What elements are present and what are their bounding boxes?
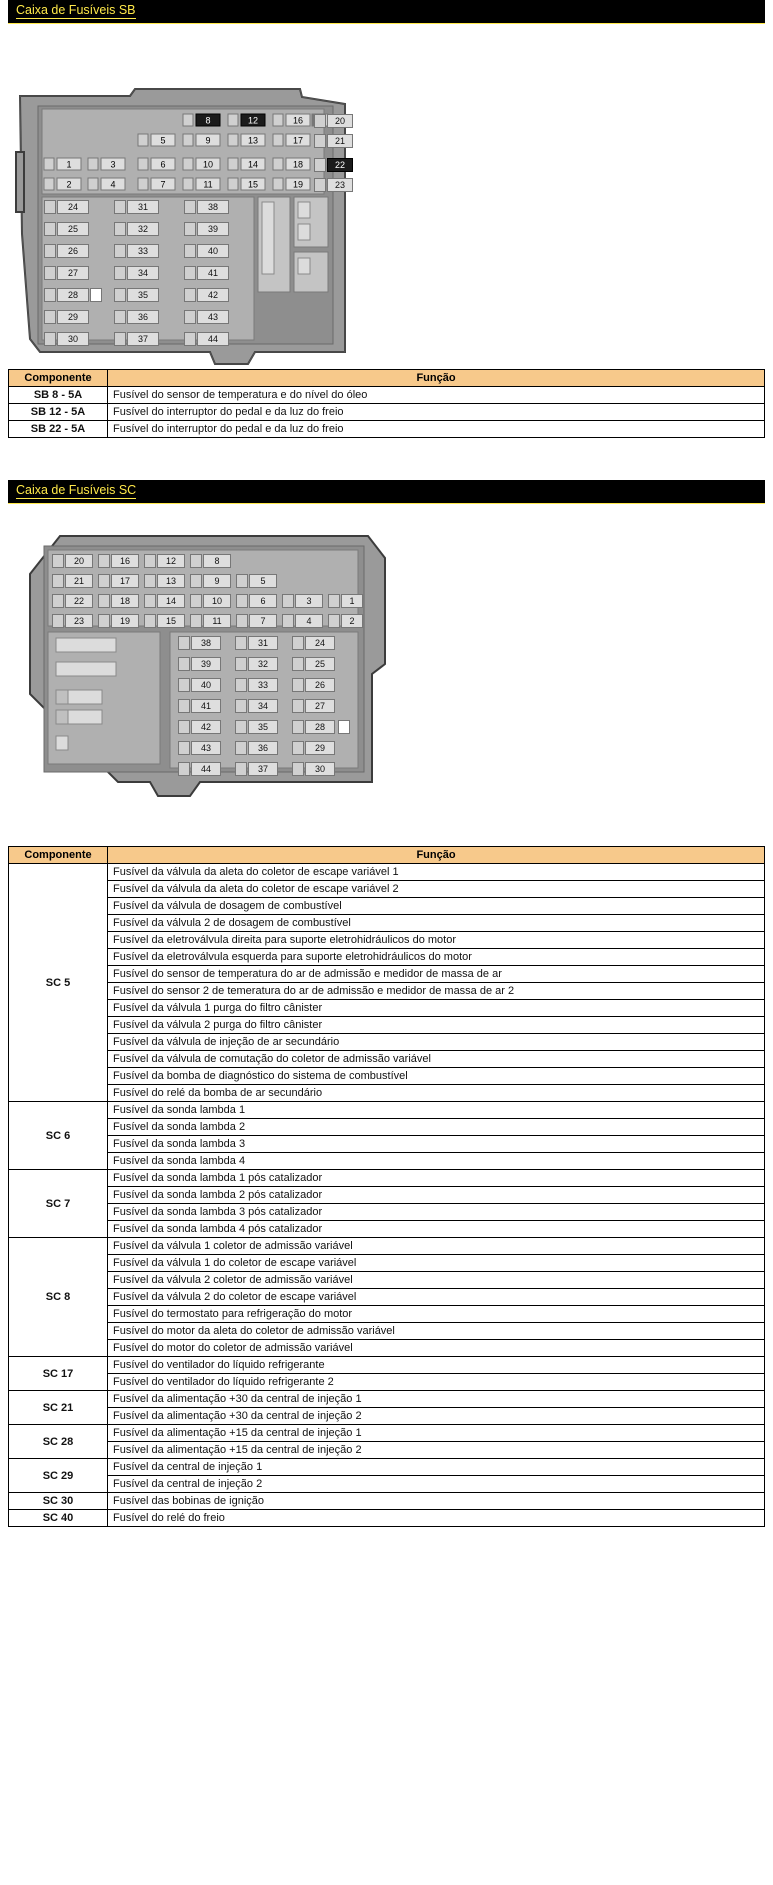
table-row [9, 1442, 765, 1459]
table-sb-fn: Fusível do interruptor do pedal e da luz do freio [108, 404, 765, 421]
table-row [9, 1119, 765, 1136]
table-sc-fn: Fusível da sonda lambda 3 pós catalizador [108, 1204, 765, 1221]
table-sc-fn: Fusível da alimentação +30 da central de injeção 2 [108, 1408, 765, 1425]
svg-text:16: 16 [292, 115, 304, 126]
table-row [9, 1476, 765, 1493]
table-sc-fn: Fusível da válvula 2 de dosagem de combustível [108, 915, 765, 932]
table-sc-fn: Fusível das bobinas de ignição [108, 1493, 765, 1510]
table-sb-fn: Fusível do sensor de temperatura e do nível do óleo [108, 387, 765, 404]
table-row [9, 949, 765, 966]
table-sc-fn: Fusível do motor do coletor de admissão variável [108, 1340, 765, 1357]
table-sc-fn: Fusível da bomba de diagnóstico do sistema de combustível [108, 1068, 765, 1085]
sc-bottom-grid: 38 39 40 41 42 43 44 31 32 33 34 35 36 37 24 25 26 27 28 29 30 [178, 636, 368, 766]
table-sc-comp: SC 8 [9, 1238, 108, 1357]
fusebox-diagram-sc [0, 514, 773, 824]
table-row [9, 1136, 765, 1153]
table-sc-body [9, 864, 765, 1527]
table-row [9, 1102, 765, 1119]
table-sc-fn: Fusível da sonda lambda 1 pós catalizador [108, 1170, 765, 1187]
table-sc-fn: Fusível do termostato para refrigeração do motor [108, 1306, 765, 1323]
table-row [9, 1085, 765, 1102]
table-row [9, 1306, 765, 1323]
table-row [9, 1391, 765, 1408]
table-sb-header-componente: Componente [9, 370, 108, 387]
table-sc-fn: Fusível da válvula 2 purga do filtro cânister [108, 1017, 765, 1034]
table-sc-comp: SC 30 [9, 1493, 108, 1510]
svg-text:14: 14 [247, 159, 259, 170]
table-sc-comp: SC 40 [9, 1510, 108, 1527]
table-sc-fn: Fusível do ventilador do líquido refrigerante 2 [108, 1374, 765, 1391]
svg-text:9: 9 [205, 135, 211, 146]
svg-text:15: 15 [247, 179, 259, 190]
table-row [9, 983, 765, 1000]
table-row [9, 898, 765, 915]
table-row [9, 1204, 765, 1221]
sb-right-column: 20 21 22 23 [310, 114, 360, 194]
table-sc-fn: Fusível do ventilador do líquido refrigerante [108, 1357, 765, 1374]
table-sc-comp: SC 28 [9, 1425, 108, 1459]
table-row [9, 1374, 765, 1391]
svg-text:8: 8 [205, 115, 211, 126]
svg-text:13: 13 [247, 135, 259, 146]
table-sc-comp: SC 6 [9, 1102, 108, 1170]
svg-text:3: 3 [110, 159, 116, 170]
table-sb-fn: Fusível do interruptor do pedal e da luz do freio [108, 421, 765, 438]
table-row [9, 1221, 765, 1238]
table-sc-comp: SC 5 [9, 864, 108, 1102]
table-sc-header-funcao: Função [108, 847, 765, 864]
table-row [9, 1289, 765, 1306]
table-sc-fn: Fusível da sonda lambda 3 [108, 1136, 765, 1153]
table-row [9, 1425, 765, 1442]
table-row [9, 1017, 765, 1034]
sb-bottom-grid: 24 25 26 27 28 29 30 31 32 33 34 35 36 37 38 39 40 41 42 43 44 [44, 200, 259, 340]
table-sc-fn: Fusível da alimentação +15 da central de injeção 2 [108, 1442, 765, 1459]
table-sb-header-funcao: Função [108, 370, 765, 387]
table-row [9, 1034, 765, 1051]
table-row [9, 421, 765, 438]
table-sc-fn: Fusível da válvula de injeção de ar secundário [108, 1034, 765, 1051]
table-row [9, 1170, 765, 1187]
table-sc-fn: Fusível da sonda lambda 1 [108, 1102, 765, 1119]
section-title-sc [8, 480, 765, 504]
svg-text:4: 4 [110, 179, 116, 190]
table-sc-fn: Fusível da válvula 2 coletor de admissão variável [108, 1272, 765, 1289]
table-row [9, 1187, 765, 1204]
svg-text:10: 10 [202, 159, 214, 170]
table-sb-comp: SB 22 - 5A [9, 421, 108, 438]
svg-text:2: 2 [66, 179, 72, 190]
table-sc-fn: Fusível do sensor de temperatura do ar de admissão e medidor de massa de ar [108, 966, 765, 983]
table-sc-fn: Fusível da alimentação +30 da central de injeção 1 [108, 1391, 765, 1408]
table-sc-fn: Fusível do motor da aleta do coletor de admissão variável [108, 1323, 765, 1340]
table-row [9, 1510, 765, 1527]
table-row [9, 1051, 765, 1068]
table-row [9, 1272, 765, 1289]
table-sc-fn: Fusível da sonda lambda 4 pós catalizador [108, 1221, 765, 1238]
table-sc-fn: Fusível da central de injeção 2 [108, 1476, 765, 1493]
table-row [9, 1408, 765, 1425]
svg-text:6: 6 [160, 159, 166, 170]
table-sc-fn: Fusível da eletroválvula esquerda para suporte eletrohidráulicos do motor [108, 949, 765, 966]
table-row [9, 881, 765, 898]
table-sc-fn: Fusível da válvula 1 do coletor de escape variável [108, 1255, 765, 1272]
table-sb-comp: SB 12 - 5A [9, 404, 108, 421]
sc-top-grid: 20 16 12 8 21 17 13 9 5 22 18 14 10 6 3 1 23 19 15 11 7 4 2 [52, 554, 362, 626]
svg-text:19: 19 [292, 179, 304, 190]
table-sc-fn: Fusível da válvula de dosagem de combustível [108, 898, 765, 915]
table-sc-fn: Fusível da válvula 1 coletor de admissão variável [108, 1238, 765, 1255]
table-sc-comp: SC 7 [9, 1170, 108, 1238]
table-row [9, 1357, 765, 1374]
table-row [9, 404, 765, 421]
table-row [9, 864, 765, 881]
table-row [9, 387, 765, 404]
svg-text:17: 17 [292, 135, 304, 146]
table-row [9, 1000, 765, 1017]
table-sc-fn: Fusível da sonda lambda 2 [108, 1119, 765, 1136]
svg-text:18: 18 [292, 159, 304, 170]
fusebox-diagram-sb [0, 34, 773, 369]
section-title-sc-text: Caixa de Fusíveis SC [16, 483, 137, 497]
table-row [9, 1255, 765, 1272]
table-row [9, 932, 765, 949]
table-sc-fn: Fusível da válvula 2 do coletor de escape variável [108, 1289, 765, 1306]
table-row [9, 1459, 765, 1476]
svg-text:12: 12 [247, 115, 259, 126]
table-row [9, 1238, 765, 1255]
table-sb [8, 369, 765, 438]
table-sc-fn: Fusível da alimentação +15 da central de injeção 1 [108, 1425, 765, 1442]
table-sc-fn: Fusível do sensor 2 de temeratura do ar de admissão e medidor de massa de ar 2 [108, 983, 765, 1000]
table-sc [8, 846, 765, 1527]
table-row [9, 1153, 765, 1170]
table-row [9, 966, 765, 983]
table-sc-fn: Fusível do relé da bomba de ar secundário [108, 1085, 765, 1102]
table-row [9, 1323, 765, 1340]
table-sc-fn: Fusível da sonda lambda 4 [108, 1153, 765, 1170]
table-sc-fn: Fusível da válvula de comutação do coletor de admissão variável [108, 1051, 765, 1068]
svg-text:7: 7 [160, 179, 166, 190]
table-sc-fn: Fusível da central de injeção 1 [108, 1459, 765, 1476]
svg-text:11: 11 [203, 179, 213, 190]
section-title-sb-text: Caixa de Fusíveis SB [16, 3, 136, 17]
table-sc-fn: Fusível da sonda lambda 2 pós catalizador [108, 1187, 765, 1204]
table-sc-fn: Fusível do relé do freio [108, 1510, 765, 1527]
table-row [9, 915, 765, 932]
table-sc-comp: SC 21 [9, 1391, 108, 1425]
table-sc-fn: Fusível da válvula da aleta do coletor de escape variável 2 [108, 881, 765, 898]
table-sc-header-componente: Componente [9, 847, 108, 864]
section-title-sb [8, 0, 765, 24]
table-row [9, 1493, 765, 1510]
table-row [9, 1068, 765, 1085]
table-sc-fn: Fusível da eletroválvula direita para suporte eletrohidráulicos do motor [108, 932, 765, 949]
table-sc-fn: Fusível da válvula da aleta do coletor de escape variável 1 [108, 864, 765, 881]
table-sc-comp: SC 17 [9, 1357, 108, 1391]
table-sb-comp: SB 8 - 5A [9, 387, 108, 404]
table-row [9, 1340, 765, 1357]
svg-text:5: 5 [160, 135, 166, 146]
table-sc-comp: SC 29 [9, 1459, 108, 1493]
table-sc-fn: Fusível da válvula 1 purga do filtro cânister [108, 1000, 765, 1017]
svg-text:1: 1 [66, 159, 72, 170]
